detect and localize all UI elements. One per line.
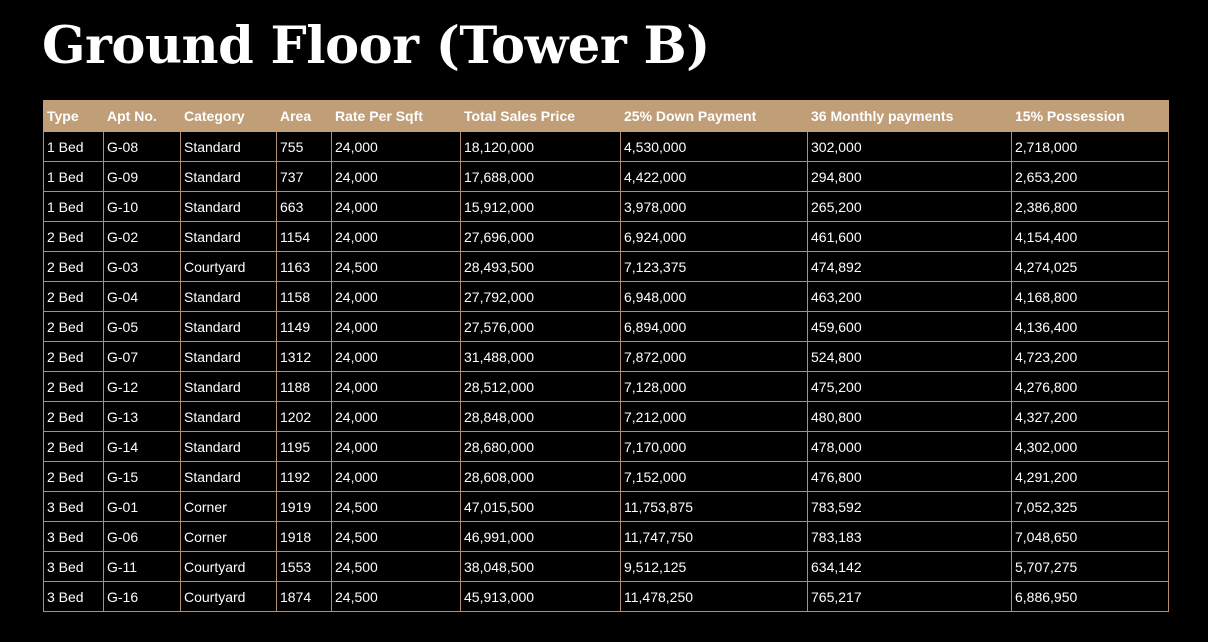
cell-total-sales-price: 38,048,500 xyxy=(461,552,621,582)
cell-type: 2 Bed xyxy=(44,312,104,342)
table-row xyxy=(44,312,1169,342)
cell-apt-no: G-10 xyxy=(104,192,181,222)
cell-down-payment: 7,152,000 xyxy=(621,462,808,492)
cell-type: 2 Bed xyxy=(44,252,104,282)
cell-monthly-payments: 634,142 xyxy=(808,552,1012,582)
cell-rate-per-sqft: 24,000 xyxy=(332,312,461,342)
column-header-category: Category xyxy=(181,101,277,132)
cell-down-payment: 4,422,000 xyxy=(621,162,808,192)
cell-apt-no: G-04 xyxy=(104,282,181,312)
cell-area: 1312 xyxy=(277,342,332,372)
cell-total-sales-price: 27,792,000 xyxy=(461,282,621,312)
table-row xyxy=(44,402,1169,432)
cell-rate-per-sqft: 24,000 xyxy=(332,342,461,372)
cell-down-payment: 7,170,000 xyxy=(621,432,808,462)
cell-apt-no: G-11 xyxy=(104,552,181,582)
table-row xyxy=(44,222,1169,252)
cell-type: 2 Bed xyxy=(44,342,104,372)
cell-total-sales-price: 15,912,000 xyxy=(461,192,621,222)
cell-category: Standard xyxy=(181,222,277,252)
cell-category: Courtyard xyxy=(181,552,277,582)
cell-down-payment: 7,872,000 xyxy=(621,342,808,372)
table-row xyxy=(44,582,1169,612)
table-row xyxy=(44,162,1169,192)
cell-apt-no: G-09 xyxy=(104,162,181,192)
cell-rate-per-sqft: 24,000 xyxy=(332,432,461,462)
cell-possession: 2,386,800 xyxy=(1012,192,1169,222)
cell-down-payment: 6,894,000 xyxy=(621,312,808,342)
cell-area: 1195 xyxy=(277,432,332,462)
cell-category: Standard xyxy=(181,342,277,372)
cell-monthly-payments: 475,200 xyxy=(808,372,1012,402)
cell-area: 755 xyxy=(277,132,332,162)
column-header-down-payment: 25% Down Payment xyxy=(621,101,808,132)
cell-down-payment: 7,212,000 xyxy=(621,402,808,432)
cell-monthly-payments: 474,892 xyxy=(808,252,1012,282)
cell-type: 1 Bed xyxy=(44,132,104,162)
cell-area: 1192 xyxy=(277,462,332,492)
table-row xyxy=(44,252,1169,282)
cell-total-sales-price: 47,015,500 xyxy=(461,492,621,522)
cell-total-sales-price: 45,913,000 xyxy=(461,582,621,612)
table-row xyxy=(44,132,1169,162)
cell-area: 1154 xyxy=(277,222,332,252)
cell-apt-no: G-08 xyxy=(104,132,181,162)
cell-possession: 4,136,400 xyxy=(1012,312,1169,342)
table-row xyxy=(44,522,1169,552)
cell-down-payment: 11,747,750 xyxy=(621,522,808,552)
cell-area: 1874 xyxy=(277,582,332,612)
cell-down-payment: 11,753,875 xyxy=(621,492,808,522)
table-row xyxy=(44,552,1169,582)
column-header-apt-no: Apt No. xyxy=(104,101,181,132)
cell-area: 737 xyxy=(277,162,332,192)
column-header-total-sales-price: Total Sales Price xyxy=(461,101,621,132)
cell-category: Standard xyxy=(181,192,277,222)
cell-down-payment: 6,948,000 xyxy=(621,282,808,312)
cell-rate-per-sqft: 24,500 xyxy=(332,252,461,282)
column-header-monthly-payments: 36 Monthly payments xyxy=(808,101,1012,132)
column-header-area: Area xyxy=(277,101,332,132)
cell-possession: 2,653,200 xyxy=(1012,162,1169,192)
cell-total-sales-price: 17,688,000 xyxy=(461,162,621,192)
cell-monthly-payments: 783,592 xyxy=(808,492,1012,522)
cell-category: Corner xyxy=(181,522,277,552)
cell-category: Standard xyxy=(181,462,277,492)
cell-possession: 4,723,200 xyxy=(1012,342,1169,372)
cell-category: Standard xyxy=(181,312,277,342)
cell-possession: 7,052,325 xyxy=(1012,492,1169,522)
cell-possession: 4,276,800 xyxy=(1012,372,1169,402)
cell-type: 3 Bed xyxy=(44,552,104,582)
cell-area: 1163 xyxy=(277,252,332,282)
cell-total-sales-price: 31,488,000 xyxy=(461,342,621,372)
cell-possession: 5,707,275 xyxy=(1012,552,1169,582)
cell-monthly-payments: 294,800 xyxy=(808,162,1012,192)
cell-monthly-payments: 524,800 xyxy=(808,342,1012,372)
cell-total-sales-price: 27,576,000 xyxy=(461,312,621,342)
cell-total-sales-price: 18,120,000 xyxy=(461,132,621,162)
cell-total-sales-price: 27,696,000 xyxy=(461,222,621,252)
cell-possession: 4,154,400 xyxy=(1012,222,1169,252)
cell-type: 3 Bed xyxy=(44,492,104,522)
table-row xyxy=(44,432,1169,462)
cell-category: Standard xyxy=(181,162,277,192)
cell-monthly-payments: 476,800 xyxy=(808,462,1012,492)
cell-type: 3 Bed xyxy=(44,582,104,612)
table-header-row xyxy=(44,101,1169,132)
column-header-rate-per-sqft: Rate Per Sqft xyxy=(332,101,461,132)
cell-possession: 4,168,800 xyxy=(1012,282,1169,312)
cell-area: 1553 xyxy=(277,552,332,582)
cell-rate-per-sqft: 24,000 xyxy=(332,372,461,402)
cell-down-payment: 9,512,125 xyxy=(621,552,808,582)
cell-category: Standard xyxy=(181,282,277,312)
column-header-possession: 15% Possession xyxy=(1012,101,1169,132)
cell-monthly-payments: 265,200 xyxy=(808,192,1012,222)
cell-type: 2 Bed xyxy=(44,432,104,462)
column-header-type: Type xyxy=(44,101,104,132)
cell-down-payment: 7,128,000 xyxy=(621,372,808,402)
cell-category: Corner xyxy=(181,492,277,522)
table-row xyxy=(44,282,1169,312)
cell-monthly-payments: 459,600 xyxy=(808,312,1012,342)
cell-area: 1919 xyxy=(277,492,332,522)
cell-possession: 6,886,950 xyxy=(1012,582,1169,612)
cell-rate-per-sqft: 24,000 xyxy=(332,402,461,432)
cell-rate-per-sqft: 24,000 xyxy=(332,162,461,192)
cell-type: 3 Bed xyxy=(44,522,104,552)
table-row xyxy=(44,462,1169,492)
cell-apt-no: G-05 xyxy=(104,312,181,342)
cell-apt-no: G-06 xyxy=(104,522,181,552)
pricing-table xyxy=(43,100,1169,612)
cell-category: Standard xyxy=(181,372,277,402)
cell-rate-per-sqft: 24,000 xyxy=(332,132,461,162)
cell-monthly-payments: 765,217 xyxy=(808,582,1012,612)
cell-down-payment: 11,478,250 xyxy=(621,582,808,612)
cell-total-sales-price: 28,680,000 xyxy=(461,432,621,462)
cell-category: Courtyard xyxy=(181,582,277,612)
cell-apt-no: G-15 xyxy=(104,462,181,492)
cell-total-sales-price: 28,848,000 xyxy=(461,402,621,432)
cell-rate-per-sqft: 24,500 xyxy=(332,522,461,552)
cell-rate-per-sqft: 24,000 xyxy=(332,462,461,492)
cell-down-payment: 6,924,000 xyxy=(621,222,808,252)
cell-type: 2 Bed xyxy=(44,402,104,432)
cell-down-payment: 4,530,000 xyxy=(621,132,808,162)
cell-rate-per-sqft: 24,000 xyxy=(332,192,461,222)
cell-apt-no: G-12 xyxy=(104,372,181,402)
cell-down-payment: 7,123,375 xyxy=(621,252,808,282)
cell-apt-no: G-14 xyxy=(104,432,181,462)
cell-category: Courtyard xyxy=(181,252,277,282)
cell-rate-per-sqft: 24,500 xyxy=(332,582,461,612)
cell-category: Standard xyxy=(181,432,277,462)
cell-area: 1188 xyxy=(277,372,332,402)
cell-type: 2 Bed xyxy=(44,462,104,492)
cell-apt-no: G-03 xyxy=(104,252,181,282)
table-body xyxy=(44,132,1169,612)
cell-possession: 4,327,200 xyxy=(1012,402,1169,432)
cell-rate-per-sqft: 24,500 xyxy=(332,552,461,582)
cell-apt-no: G-07 xyxy=(104,342,181,372)
cell-possession: 4,291,200 xyxy=(1012,462,1169,492)
table-row xyxy=(44,372,1169,402)
cell-apt-no: G-02 xyxy=(104,222,181,252)
cell-possession: 2,718,000 xyxy=(1012,132,1169,162)
table-row xyxy=(44,192,1169,222)
cell-type: 1 Bed xyxy=(44,192,104,222)
cell-rate-per-sqft: 24,500 xyxy=(332,492,461,522)
cell-area: 1149 xyxy=(277,312,332,342)
cell-total-sales-price: 28,493,500 xyxy=(461,252,621,282)
cell-rate-per-sqft: 24,000 xyxy=(332,222,461,252)
cell-monthly-payments: 478,000 xyxy=(808,432,1012,462)
cell-type: 2 Bed xyxy=(44,222,104,252)
cell-possession: 4,302,000 xyxy=(1012,432,1169,462)
cell-rate-per-sqft: 24,000 xyxy=(332,282,461,312)
cell-category: Standard xyxy=(181,132,277,162)
cell-total-sales-price: 28,512,000 xyxy=(461,372,621,402)
table-row xyxy=(44,342,1169,372)
cell-monthly-payments: 480,800 xyxy=(808,402,1012,432)
cell-down-payment: 3,978,000 xyxy=(621,192,808,222)
cell-possession: 4,274,025 xyxy=(1012,252,1169,282)
cell-monthly-payments: 783,183 xyxy=(808,522,1012,552)
cell-monthly-payments: 302,000 xyxy=(808,132,1012,162)
cell-area: 1918 xyxy=(277,522,332,552)
cell-monthly-payments: 461,600 xyxy=(808,222,1012,252)
cell-possession: 7,048,650 xyxy=(1012,522,1169,552)
cell-type: 2 Bed xyxy=(44,282,104,312)
cell-total-sales-price: 46,991,000 xyxy=(461,522,621,552)
cell-apt-no: G-01 xyxy=(104,492,181,522)
cell-type: 2 Bed xyxy=(44,372,104,402)
table-row xyxy=(44,492,1169,522)
cell-area: 663 xyxy=(277,192,332,222)
page-title: Ground Floor (Tower B) xyxy=(42,16,710,76)
cell-apt-no: G-13 xyxy=(104,402,181,432)
cell-monthly-payments: 463,200 xyxy=(808,282,1012,312)
cell-total-sales-price: 28,608,000 xyxy=(461,462,621,492)
cell-area: 1158 xyxy=(277,282,332,312)
cell-type: 1 Bed xyxy=(44,162,104,192)
cell-apt-no: G-16 xyxy=(104,582,181,612)
cell-area: 1202 xyxy=(277,402,332,432)
cell-category: Standard xyxy=(181,402,277,432)
